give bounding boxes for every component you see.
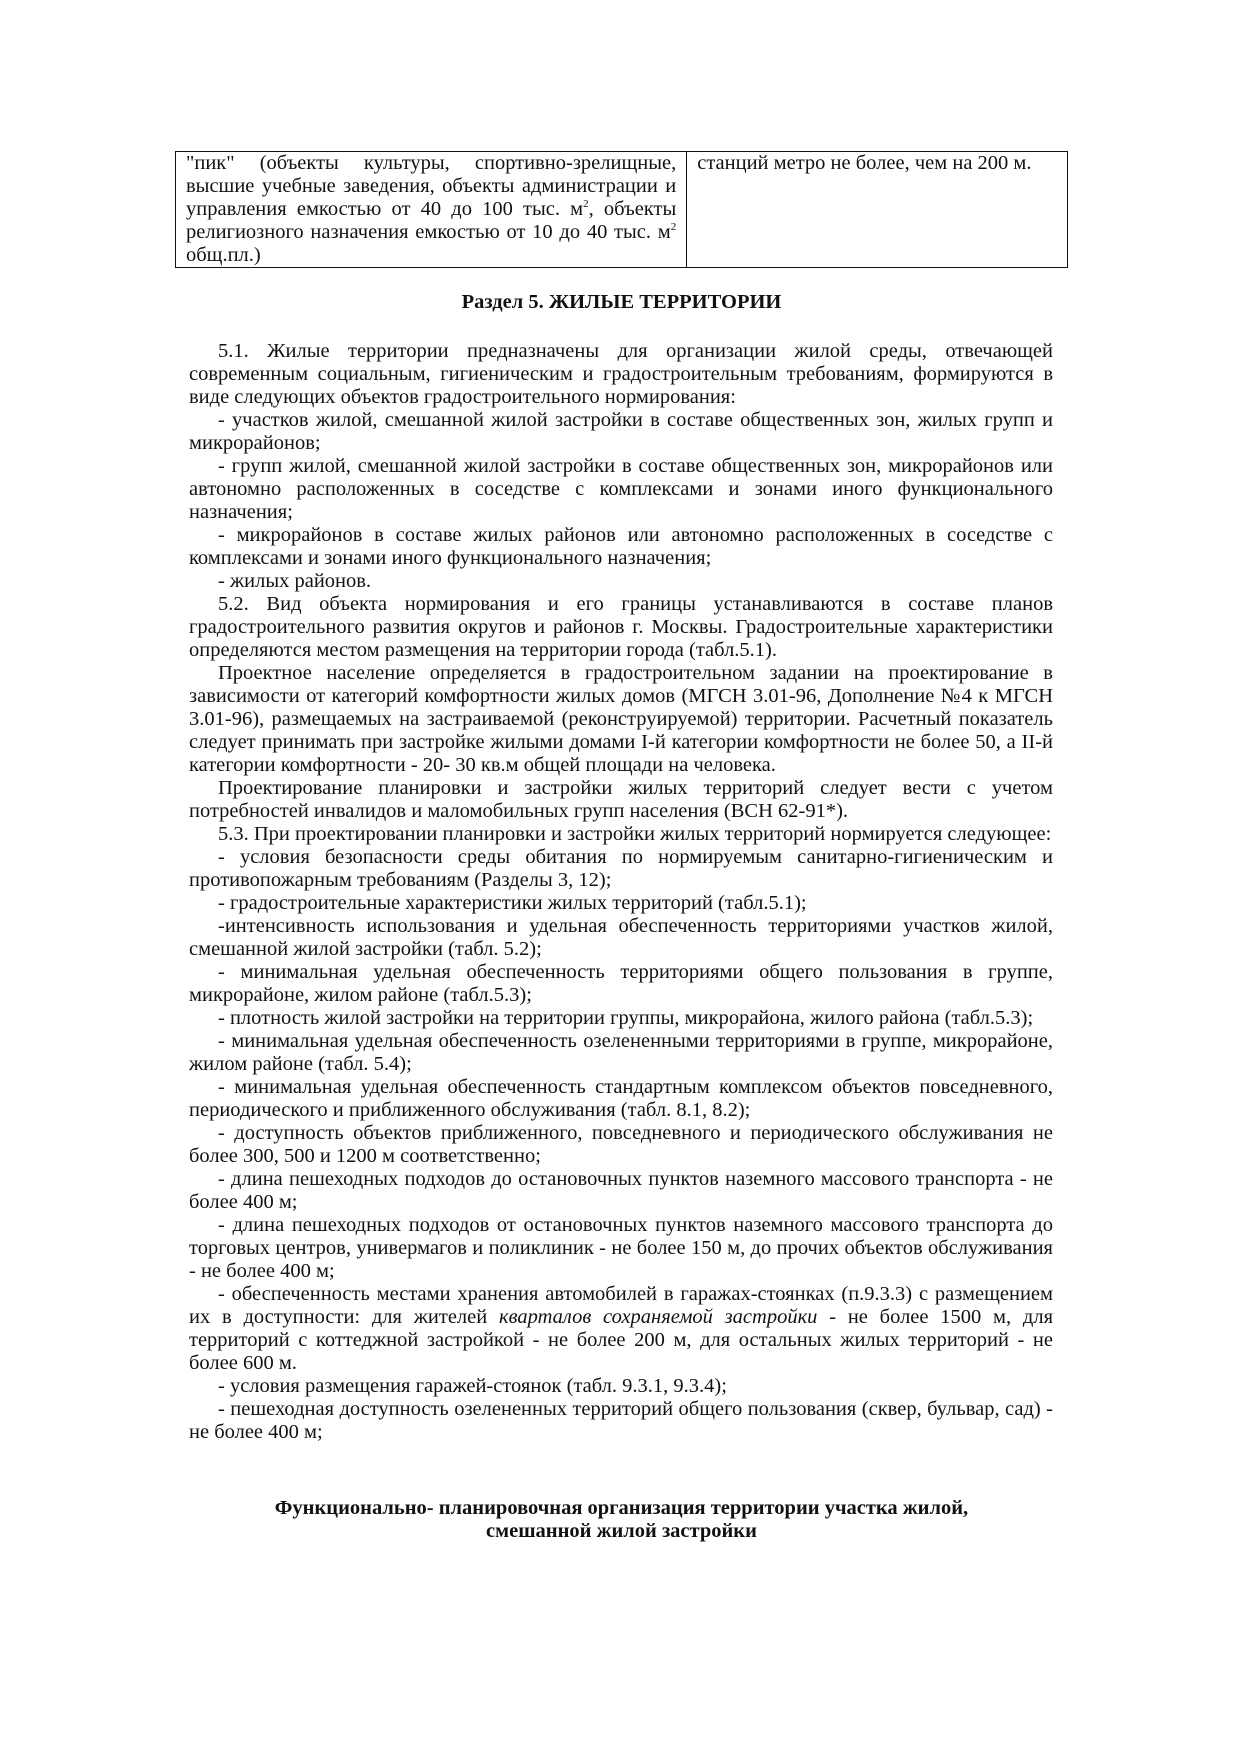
paragraph: - длина пешеходных подходов от остановочных пунктов наземного массового транспорта до торговых центров, универмагов и поликлиник - не более 150 м, до прочих объектов обслуживания - не более 400 м; [189,1214,1053,1282]
section-body [189,340,1053,1444]
paragraph: - жилых районов. [218,570,372,592]
paragraph: Проектирование планировки и застройки жилых территорий следует вести с учетом потребностей инвалидов и маломобильных групп населения (ВСН 62-91*). [189,777,1053,822]
paragraph: - градостроительные характеристики жилых территорий (табл.5.1); [218,892,807,914]
paragraph: Проектное население определяется в градостроительном задании на проектирование в зависимости от категорий комфортности жилых домов (МГСН 3.01-96, Дополнение №4 к МГСН 3.01-96), размещаемых на застраиваемой (реконструируемой) территории. Расчетный показатель следует принимать при застройке жилыми домами I-й категории комфортности не более 50, а II-й категории комфортности - 20- 30 кв.м общей площади на человека. [189,662,1053,776]
paragraph: 5.3. При проектировании планировки и застройки жилых территорий нормируется следующее: [218,823,1052,845]
paragraph: - минимальная удельная обеспеченность стандартным комплексом объектов повседневного, периодического и приближенного обслуживания (табл. 8.1, 8.2); [189,1076,1053,1121]
cell-text: , объекты религиозного назначения емкостью от 10 до 40 тыс. м [186,198,677,243]
paragraph-text: - не более 1500 м, для территорий с коттеджной застройкой - не более 200 м, для остальных жилых территорий - не более 600 м. [189,1306,1054,1374]
paragraph: - групп жилой, смешанной жилой застройки в составе общественных зон, микрорайонов или автономно расположенных в соседстве с комплексами и зонами иного функционального назначения; [189,455,1053,523]
paragraph-text: - обеспеченность местами хранения автомобилей в гаражах-стоянках (п.9.3.3) с размещением их в доступности: для жителей [189,1283,1053,1328]
paragraph: 5.2. Вид объекта нормирования и его границы устанавливаются в составе планов градостроительного развития округов и районов г. Москвы. Градостроительные характеристики определяются местом размещения на территории города (табл.5.1). [189,593,1053,661]
paragraph [189,1283,1053,1375]
paragraph: 5.1. Жилые территории предназначены для организации жилой среды, отвечающей современным социальным, гигиеническим и градостроительным требованиям, формируются в виде следующих объектов градостроительного нормирования: [189,340,1053,408]
paragraph: - пешеходная доступность озелененных территорий общего пользования (сквер, бульвар, сад) - не более 400 м; [189,1398,1053,1443]
emphasis-text: кварталов сохраняемой застройки [499,1306,818,1328]
paragraph: -интенсивность использования и удельная обеспеченность территориями участков жилой, смешанной жилой застройки (табл. 5.2); [189,915,1053,960]
cell-text: "пик" (объекты культуры, спортивно-зрелищные, высшие учебные заведения, объекты администрации и управления емкостью от 40 до 100 тыс. м [186,152,677,220]
table-cell-left [176,152,687,268]
cell-text: общ.пл.) [186,244,261,266]
superscript: 2 [583,198,589,210]
table-row [176,152,1068,268]
paragraph: - плотность жилой застройки на территории группы, микрорайона, жилого района (табл.5.3); [218,1007,1034,1029]
paragraph: - доступность объектов приближенного, повседневного и периодического обслуживания не более 300, 500 и 1200 м соответственно; [189,1122,1053,1167]
subheading [175,1497,1068,1543]
paragraph: - минимальная удельная обеспеченность территориями общего пользования в группе, микрорайоне, жилом районе (табл.5.3); [189,961,1053,1006]
paragraph: - микрорайонов в составе жилых районов или автономно расположенных в соседстве с комплексами и зонами иного функционального назначения; [189,524,1053,569]
paragraph: - минимальная удельная обеспеченность озелененными территориями в группе, микрорайоне, жилом районе (табл. 5.4); [189,1030,1053,1075]
paragraph: - участков жилой, смешанной жилой застройки в составе общественных зон, жилых групп и микрорайонов; [189,409,1053,454]
subheading-line: смешанной жилой застройки [486,1520,757,1542]
continuation-table [175,151,1068,268]
section-title: Раздел 5. ЖИЛЫЕ ТЕРРИТОРИИ [461,291,782,313]
table-cell-right: станций метро не более, чем на 200 м. [687,152,1068,268]
paragraph: - условия безопасности среды обитания по нормируемым санитарно-гигиеническим и противопожарным требованиям (Разделы 3, 12); [189,846,1053,891]
paragraph: - длина пешеходных подходов до остановочных пунктов наземного массового транспорта - не более 400 м; [189,1168,1053,1213]
superscript: 2 [670,221,677,233]
paragraph: - условия размещения гаражей-стоянок (табл. 9.3.1, 9.3.4); [218,1375,727,1397]
subheading-line: Функционально- планировочная организация территории участка жилой, [274,1497,969,1519]
